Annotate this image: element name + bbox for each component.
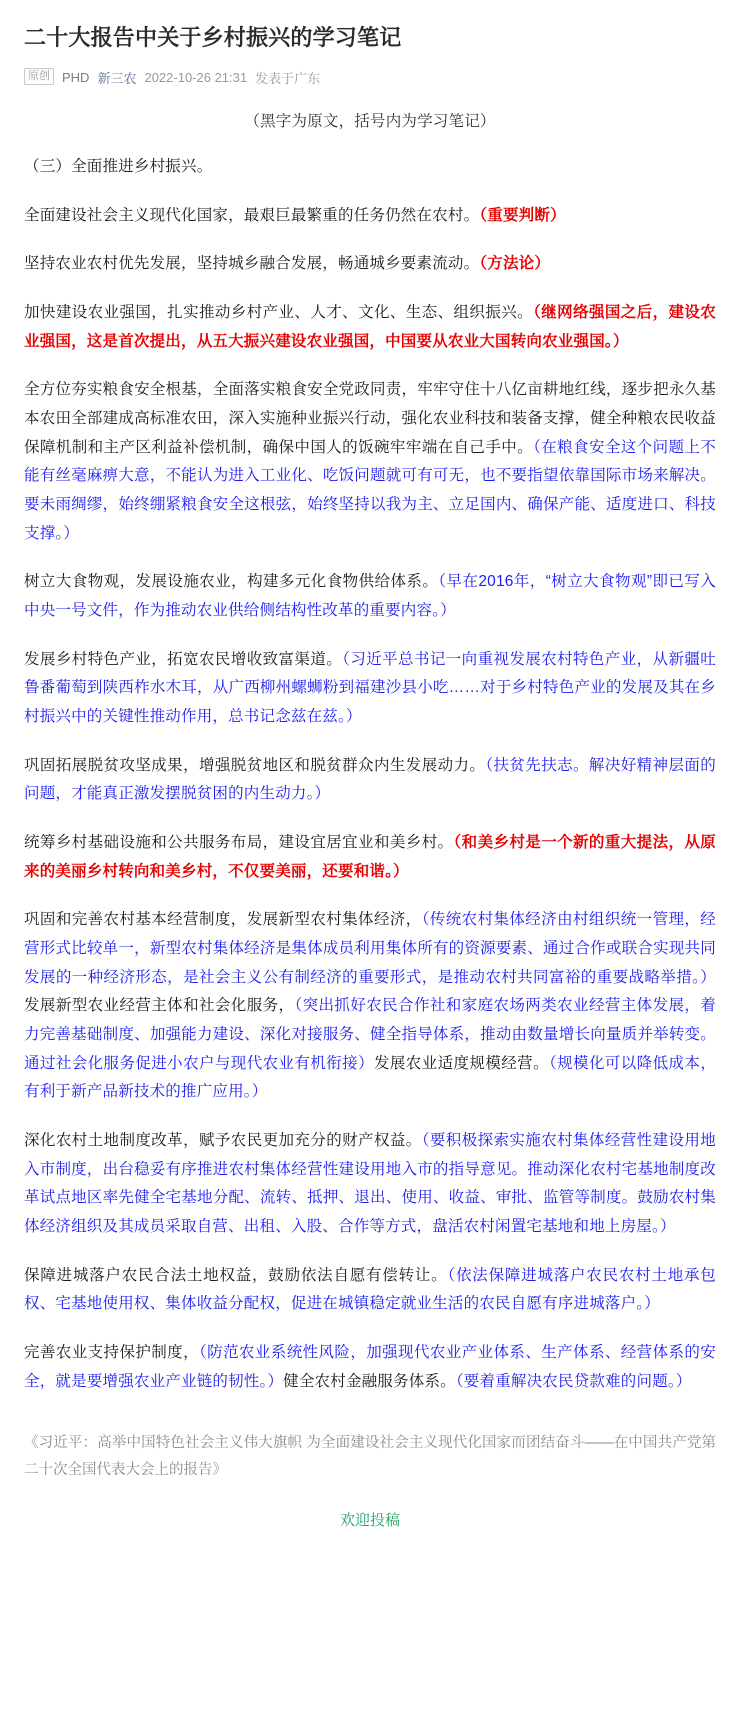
study-note-blue: （防范农业系统性风险，加强现代农业产业体系、生产体系、经营体系的安全，就是要增强农业产业链的韧性。）	[24, 1344, 717, 1390]
report-text: 保障进城落户农民合法土地权益，鼓励依法自愿有偿转让。	[24, 1266, 448, 1284]
report-text: 发展农业适度规模经营。	[373, 1054, 549, 1072]
report-text: 巩固和完善农村基本经营制度，发展新型农村集体经济，	[24, 911, 422, 929]
study-note-blue: （要着重解决农民贷款难的问题。）	[455, 1372, 692, 1390]
paragraph	[24, 299, 716, 356]
study-note-blue: （突出抓好农民合作社和家庭农场两类农业经营主体发展，着力完善基础制度、加强能力建设、深化对接服务、健全指导体系，推动由数量增长向量质并举转变。通过社会化服务促进小农户与现代农业有机衔接）	[24, 997, 716, 1072]
paragraph	[24, 829, 716, 886]
report-text: 健全农村金融服务体系。	[283, 1372, 456, 1390]
study-note-blue: （规模化可以降低成本，有利于新产品新技术的推广应用。）	[24, 1054, 717, 1101]
author-name: PHD	[62, 69, 90, 85]
original-badge: 原创	[24, 68, 54, 85]
study-note-blue: （扶贫先扶志。解决好精神层面的问题，才能真正激发摆脱贫困的内生动力。）	[24, 756, 716, 803]
reading-hint: （黑字为原文，括号内为学习笔记）	[244, 112, 496, 130]
study-note-blue: （依法保障进城落户农民农村土地承包权、宅基地使用权、集体收益分配权，促进在城镇稳定就业生活的农民自愿有序进城落户。）	[24, 1266, 717, 1313]
study-note-red: （重要判断）	[479, 206, 566, 224]
paragraph	[24, 568, 716, 625]
paragraph	[24, 646, 716, 732]
paragraph	[24, 752, 716, 809]
report-text: 树立大食物观，发展设施农业，构建多元化食物供给体系。	[24, 573, 439, 591]
report-text: 统筹乡村基础设施和公共服务布局，建设宜居宜业和美乡村。	[24, 833, 454, 851]
report-text: 加快建设农业强国，扎实推动乡村产业、人才、文化、生态、组织振兴。	[24, 303, 534, 321]
study-note-blue: （早在2016年，“树立大食物观”即已写入中央一号文件，作为推动农业供给侧结构性改革的重要内容。）	[24, 573, 717, 619]
paragraph	[24, 1262, 716, 1319]
page-title: 二十大报告中关于乡村振兴的学习笔记	[24, 25, 402, 50]
paragraph	[24, 202, 716, 231]
study-note-blue: （习近平总书记一向重视发展农村特色产业，从新疆吐鲁番葡萄到陕西柞水木耳，从广西柳州螺蛳粉到福建沙县小吃……对于乡村特色产业的发展及其在乡村振兴中的关键性推动作用，总书记念兹在兹。）	[24, 650, 716, 725]
paragraph	[24, 1339, 716, 1396]
report-text: 发展乡村特色产业，拓宽农民增收致富渠道。	[24, 650, 343, 668]
report-text: 巩固拓展脱贫攻坚成果，增强脱贫地区和脱贫群众内生发展动力。	[24, 756, 486, 774]
submit-link[interactable]: 欢迎投稿	[339, 1511, 400, 1529]
report-text: 发展新型农业经营主体和社会化服务，	[24, 997, 295, 1015]
report-text: 完善农业支持保护制度，	[24, 1344, 199, 1362]
study-note-blue: （传统农村集体经济由村组织统一管理，经营形式比较单一，新型农村集体经济是集体成员利用集体所有的资源要素、通过合作或联合实现共同发展的一种经济形态，是社会主义公有制经济的重要形式，是推动农村共同富裕的重要战略举措。）	[24, 911, 716, 986]
paragraph	[24, 1127, 716, 1242]
paragraph	[24, 153, 716, 182]
report-text: 深化农村土地制度改革，赋予农民更加充分的财产权益。	[24, 1132, 422, 1150]
article-body	[24, 153, 716, 1397]
report-text: 全面建设社会主义现代化国家，最艰巨最繁重的任务仍然在农村。	[24, 206, 480, 224]
publish-time: 2022-10-26 21:31	[144, 69, 248, 85]
report-text: 坚持农业农村优先发展，坚持城乡融合发展，畅通城乡要素流动。	[24, 255, 480, 273]
paragraph	[24, 376, 716, 548]
publish-location: 发表于广东	[255, 70, 321, 86]
paragraph	[24, 906, 716, 1107]
source-citation: 《习近平：高举中国特色社会主义伟大旗帜 为全面建设社会主义现代化国家而团结奋斗——在中国共产党第二十次全国代表大会上的报告》	[24, 1435, 716, 1478]
study-note-red: （方法论）	[479, 255, 551, 273]
report-text: （三）全面推进乡村振兴。	[24, 157, 213, 175]
study-note-red: （继网络强国之后，建设农业强国，这是首次提出，从五大振兴建设农业强国，中国要从农业大国转向农业强国。）	[24, 303, 716, 350]
article-meta	[24, 68, 716, 87]
study-note-blue: （要积极探索实施农村集体经营性建设用地入市制度，出台稳妥有序推进农村集体经营性建设用地入市的指导意见。推动深化农村宅基地制度改革试点地区率先健全宅基地分配、流转、抵押、退出、使用、收益、审批、监管等制度。鼓励农村集体经济组织及其成员采取自营、出租、入股、合作等方式，盘活农村闲置宅基地和地上房屋。）	[24, 1132, 716, 1236]
report-text: 全方位夯实粮食安全根基，全面落实粮食安全党政同责，牢牢守住十八亿亩耕地红线，逐步把永久基本农田全部建成高标准农田，深入实施种业振兴行动，强化农业科技和装备支撑，健全种粮农民收益保障机制和主产区利益补偿机制，确保中国人的饭碗牢牢端在自己手中。	[24, 381, 716, 456]
paragraph	[24, 250, 716, 279]
study-note-red: （和美乡村是一个新的重大提法，从原来的美丽乡村转向和美乡村，不仅要美丽，还要和谐。）	[24, 833, 716, 880]
account-link[interactable]: 新三农	[97, 70, 137, 86]
study-note-blue: （在粮食安全这个问题上不能有丝毫麻痹大意，不能认为进入工业化、吃饭问题就可有可无，也不要指望依靠国际市场来解决。要未雨绸缪，始终绷紧粮食安全这根弦，始终坚持以我为主、立足国内、确保产能、适度进口、科技支撑。）	[24, 438, 716, 542]
